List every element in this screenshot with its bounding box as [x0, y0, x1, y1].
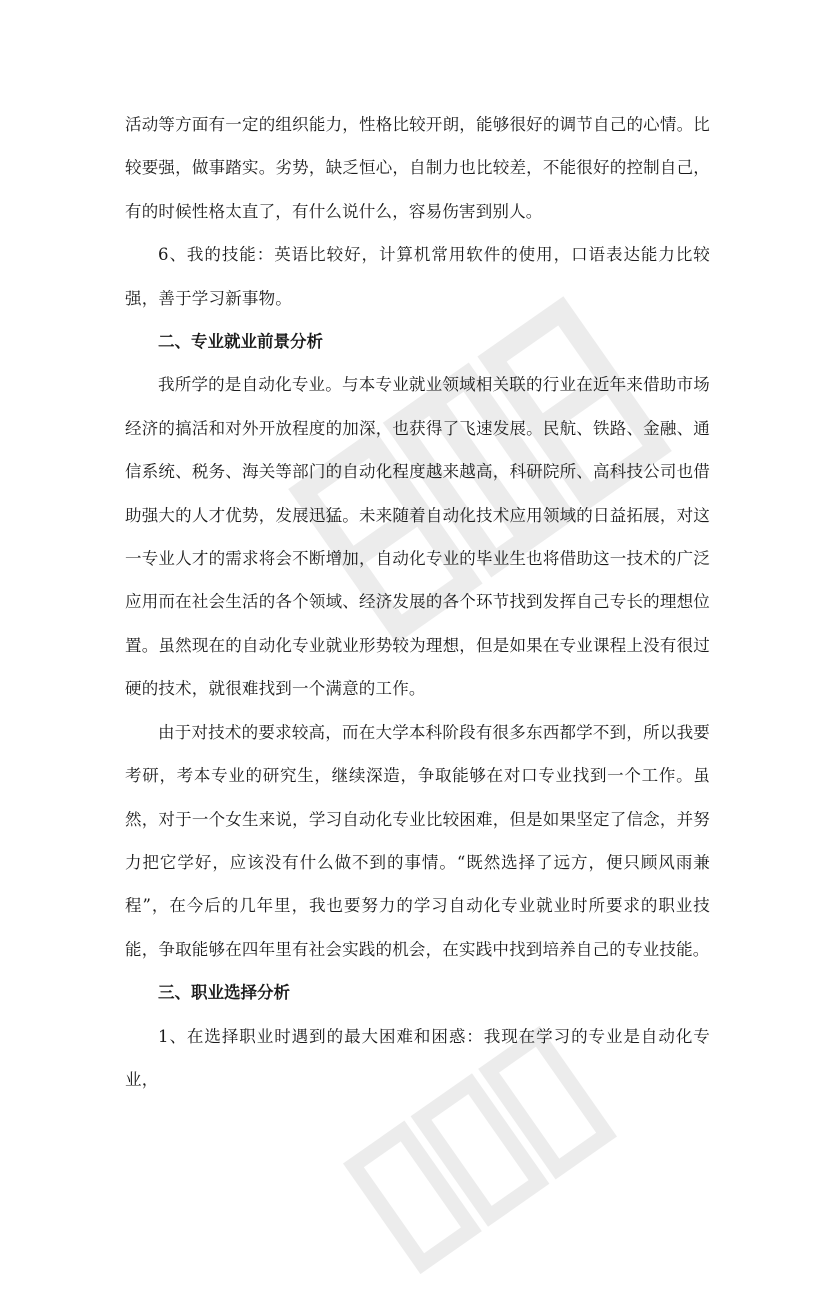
paragraph-career-difficulty: 1、在选择职业时遇到的最大困难和困惑：我现在学习的专业是自动化专业， [125, 1026, 710, 1089]
paragraph-self-assessment: 活动等方面有一定的组织能力，性格比较开朗，能够很好的调节自己的心情。比较要强，做事踏实。劣势，缺乏恒心，自制力也比较差，不能很好的控制自己，有的时候性格太直了，有什么说什么，容易伤害到别人。 [125, 115, 710, 221]
paragraph-study-plan: 由于对技术的要求较高，而在大学本科阶段有很多东西都学不到，所以我要考研，考本专业的研究生，继续深造，争取能够在对口专业找到一个工作。虽然，对于一个女生来说，学习自动化专业比较困难，但是如果坚定了信念，并努力把它学好，应该没有什么做不到的事情。“既然选择了远方，便只顾风雨兼程”，在今后的几年里，我也要努力的学习自动化专业就业时所要求的职业技能，争取能够在四年里有社会实践的机会，在实践中找到培养自己的专业技能。 [125, 722, 710, 959]
section-heading-employment-prospects: 二、专业就业前景分析 [158, 332, 323, 352]
section-heading-career-choice: 三、职业选择分析 [158, 983, 290, 1003]
paragraph-skills: 6、我的技能：英语比较好，计算机常用软件的使用，口语表达能力比较强，善于学习新事物。 [125, 245, 710, 308]
paragraph-major-analysis: 我所学的是自动化专业。与本专业就业领域相关联的行业在近年来借助市场经济的搞活和对外开放程度的加深，也获得了飞速发展。民航、铁路、金融、通信系统、税务、海关等部门的自动化程度越来越高，科研院所、高科技公司也借助强大的人才优势，发展迅猛。未来随着自动化技术应用领域的日益拓展，对这一专业人才的需求将会不断增加，自动化专业的毕业生也将借助这一技术的广泛应用而在社会生活的各个领域、经济发展的各个环节找到发挥自己专长的理想位置。虽然现在的自动化专业就业形势较为理想，但是如果在专业课程上没有很过硬的技术，就很难找到一个满意的工作。 [125, 375, 710, 699]
document-body [125, 103, 710, 1101]
